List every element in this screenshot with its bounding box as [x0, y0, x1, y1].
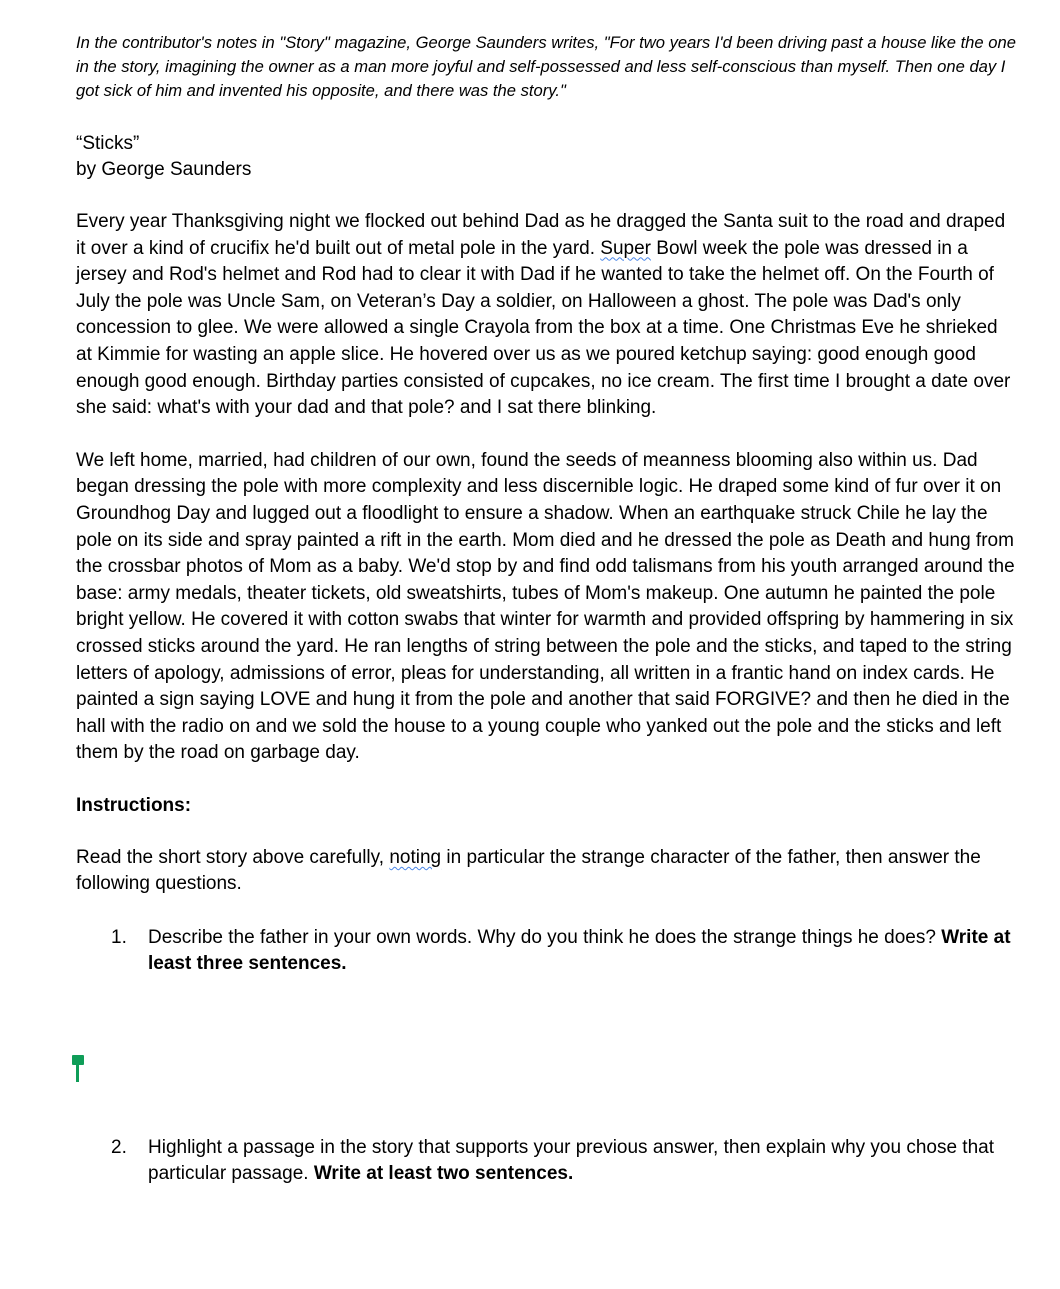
document-page[interactable]: [76, 31, 1016, 1187]
cursor-flag: [72, 1055, 84, 1065]
text-segment: Every year Thanksgiving night we flocked out behind Dad as he dragged the Santa suit to the road and draped it over a kind of crucifix he'd built out of metal pole in the yard.: [76, 211, 1006, 259]
story-paragraph-1: [76, 209, 1016, 422]
question-number: 2.: [111, 1137, 127, 1159]
question-number: 1.: [111, 927, 127, 949]
intro-note: In the contributor's notes in "Story" magazine, George Saunders writes, "For two years I'd been driving past a house like the one in the story, imagining the owner as a man more joyful and self-possessed and less self-conscious than myself. Then one day I got sick of him and invented his opposite, and there was the story.": [76, 33, 1016, 100]
story-byline: by George Saunders: [76, 159, 252, 180]
question-1: [76, 925, 1016, 977]
collaborator-cursor-icon: [72, 1055, 84, 1082]
spellcheck-flagged-word[interactable]: Super: [600, 237, 651, 259]
question-text: Highlight a passage in the story that supports your previous answer, then explain why you chose that particular passage.: [148, 1137, 994, 1185]
story-header: [76, 131, 1016, 183]
question-requirement: Write at least two sentences.: [313, 1163, 574, 1185]
instructions-heading: Instructions:: [76, 794, 192, 816]
text-segment: in particular the strange character of the father, then answer the following questions.: [76, 846, 981, 895]
spellcheck-flagged-word[interactable]: noting: [389, 846, 442, 868]
story-title: “Sticks”: [76, 133, 140, 154]
question-2: [76, 1135, 1016, 1187]
text-segment: Bowl week the pole was dressed in a jersey and Rod's helmet and Rod had to clear it with Dad if he wanted to take the helmet off. On the Fourth of July the pole was Uncle Sam, on Veteran’s Day a soldier, on Halloween a ghost. The pole was Dad's only concession to glee. We were allowed a single Crayola from the box at a time. One Christmas Eve he shrieked at Kimmie for wasting an apple slice. He hovered over us as we poured ketchup saying: good enough good enough good enough. Birthday parties consisted of cupcakes, no ice cream. The first time I brought a date over she said: what's with your dad and that pole? and I sat there blinking.: [76, 237, 1011, 419]
question-requirement: Write at least three sentences.: [148, 927, 1011, 975]
text-segment: Read the short story above carefully,: [76, 846, 390, 868]
question-text: Describe the father in your own words. Why do you think he does the strange things he does?: [148, 927, 942, 949]
instructions-text: [76, 845, 1016, 898]
story-paragraph-2: We left home, married, had children of our own, found the seeds of meanness blooming also within us. Dad began dressing the pole with more complexity and less discernible logic. He draped some kind of fur over it on Groundhog Day and lugged out a floodlight to ensure a shadow. When an earthquake struck Chile he lay the pole on its side and spray painted a rift in the earth. Mom died and he dressed the pole as Death and hung from the crossbar photos of Mom as a baby. We'd stop by and find odd talismans from his youth arranged around the base: army medals, theater tickets, old sweatshirts, tubes of Mom's makeup. One autumn he painted the pole bright yellow. He covered it with cotton swabs that winter for warmth and provided offspring by hammering in six crossed sticks around the yard. He ran lengths of string between the pole and the sticks, and taped to the string letters of apology, admissions of error, pleas for understanding, all written in a frantic hand on index cards. He painted a sign saying LOVE and hung it from the pole and another that said FORGIVE? and then he died in the hall with the radio on and we sold the house to a young couple who yanked out the pole and the sticks and left them by the road on garbage day.: [76, 449, 1015, 764]
question-list: [76, 925, 1016, 1187]
